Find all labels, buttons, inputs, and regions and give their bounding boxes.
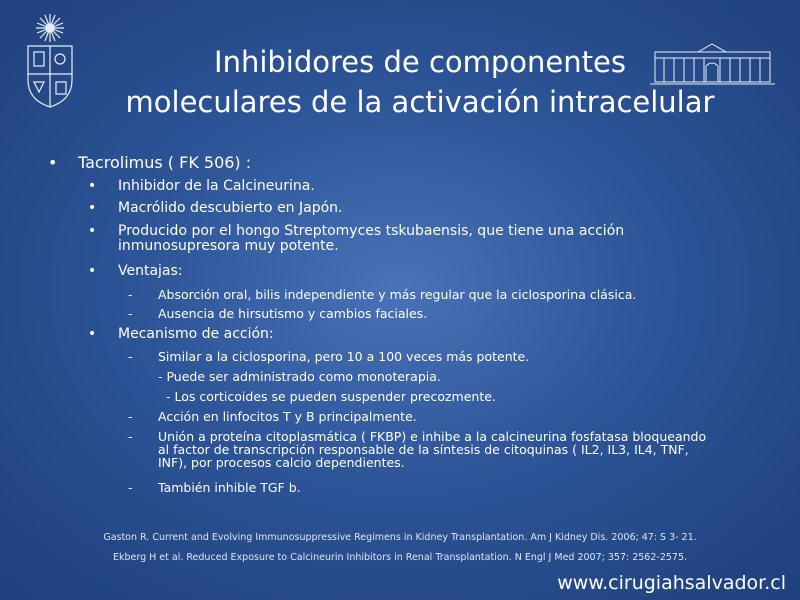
bullet-tacrolimus [48,153,252,172]
bullet-text: Tacrolimus ( FK 506) : [78,153,252,172]
bullet-text: Mecanismo de acción: [118,326,274,342]
bullet-text: Similar a la ciclosporina, pero 10 a 100 veces más potente. [158,349,530,364]
bullet-marker: • [88,200,97,216]
title-line-1: Inhibidores de componentes [214,45,626,79]
reference-item: Ekberg H et al. Reduced Exposure to Calcineurin Inhibitors in Renal Transplantation. N Engl J Med 2007; 357: 2562-2575. [112,552,688,563]
bullet-marker: • [48,153,58,172]
bullet-macrolido [88,200,343,216]
website-url: www.cirugiahsalvador.cl [557,572,786,594]
bullet-text: También inhible TGF b. [158,480,301,495]
subbullet-similar [128,349,530,364]
bullet-marker: - [128,409,133,424]
bullet-ventajas [88,263,183,279]
bullet-text-line: inmunosupresora muy potente. [118,238,339,254]
bullet-text: Macrólido descubierto en Japón. [118,200,343,216]
subbullet-hirsutismo [128,306,428,321]
subbullet-union [128,429,707,470]
bullet-text-line: INF), por procesos calcio dependientes. [158,455,405,470]
bullet-text-line: al factor de transcripción responsable de la síntesis de citoquinas ( IL2, IL3, IL4, TNF, [158,442,689,457]
slide-title [60,42,780,122]
bullet-marker: • [88,326,97,342]
bullet-marker: - [128,287,133,302]
sub-note-monoterapia: - Puede ser administrado como monoterapia. [158,369,441,384]
bullet-marker: - [128,429,133,444]
bullet-text: Acción en linfocitos T y B principalmente. [158,409,417,424]
bullet-marker: • [88,178,97,194]
bullet-text-line: Unión a proteína citoplasmática ( FKBP) e inhibe a la calcineurina fosfatasa bloqueando [158,429,707,444]
bullet-mecanismo [88,326,274,342]
subbullet-tgf [128,480,301,495]
bullet-marker: • [88,223,97,239]
references [0,531,800,565]
subbullet-accion [128,409,417,424]
title-line-2: moleculares de la activación intracelular [125,85,715,119]
bullet-text: Ventajas: [118,263,183,279]
bullet-producido [88,223,625,254]
bullet-marker: • [88,263,97,279]
bullet-text: Absorción oral, bilis independiente y más regular que la ciclosporina clásica. [158,287,637,302]
bullet-marker: - [128,349,133,364]
bullet-text: Ausencia de hirsutismo y cambios faciales. [158,306,428,321]
bullet-text-line: Producido por el hongo Streptomyces tskubaensis, que tiene una acción [118,223,625,239]
bullet-text: Inhibidor de la Calcineurina. [118,178,315,194]
bullet-inhibidor [88,178,315,194]
reference-item: Gaston R. Current and Evolving Immunosuppressive Regimens in Kidney Transplantation. Am J Kidney Dis. 2006; 47: S 3- 21. [103,532,697,543]
bullet-marker: - [128,480,133,495]
sub-note-corticoides: - Los corticoides se pueden suspender precozmente. [166,389,496,404]
subbullet-absorcion [128,287,637,302]
bullet-marker: - [128,306,133,321]
